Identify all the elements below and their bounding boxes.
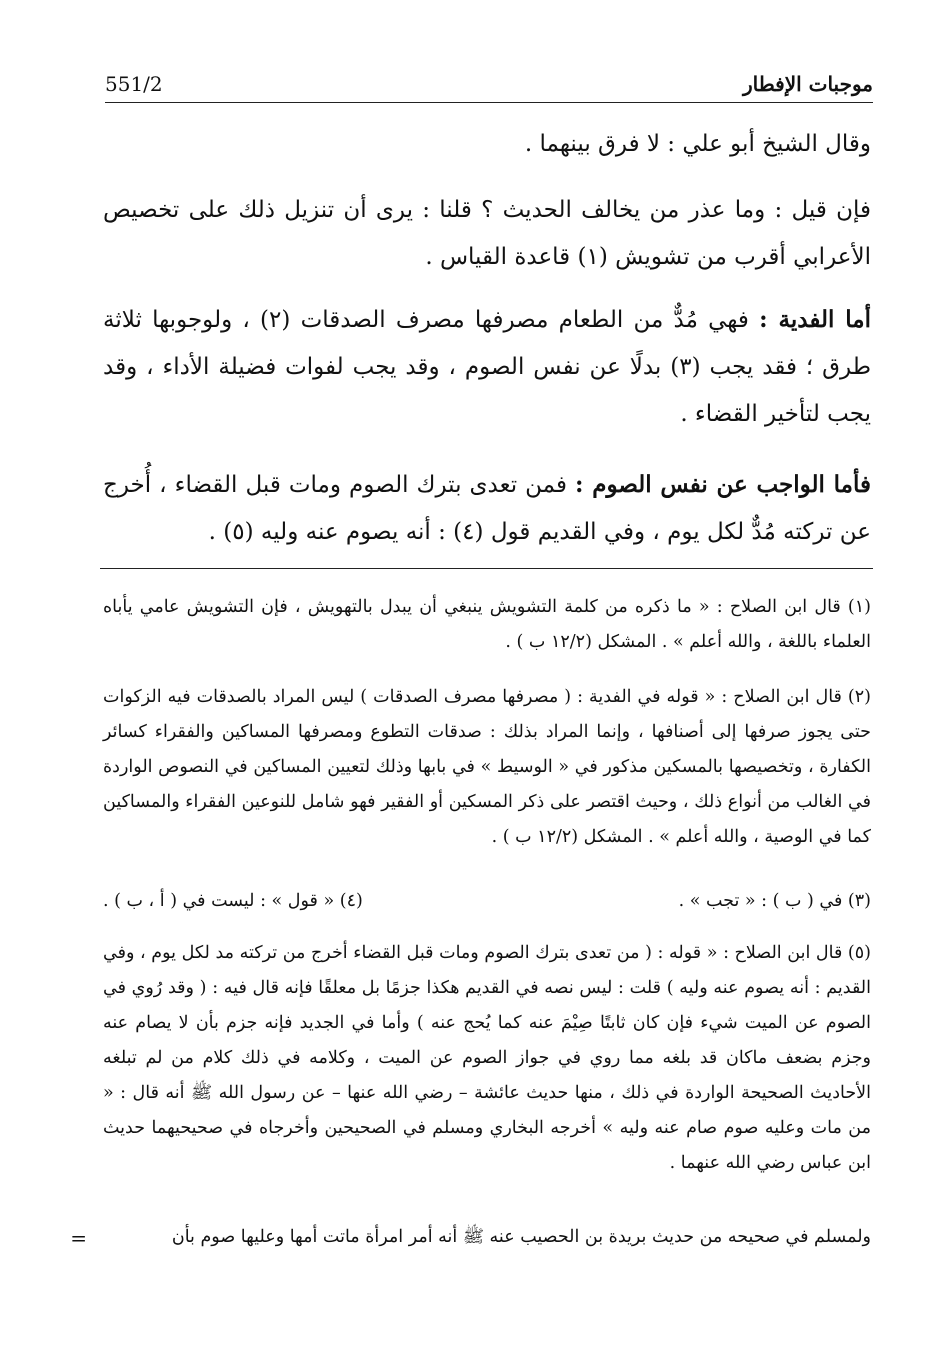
paragraph-1-text: وقال الشيخ أبو علي : لا فرق بينهما . (524, 131, 871, 157)
wajib-heading: فأما الواجب عن نفس الصوم : (574, 471, 872, 498)
continuation-mark: = (70, 1226, 87, 1250)
paragraph-2 (103, 187, 871, 281)
footnote-5 (103, 936, 871, 1181)
running-header (105, 68, 873, 103)
footnote-1-text: (١) قال ابن الصلاح : « ما ذكره من كلمة التشويش ينبغي أن يبدل بالتهويش ، فإن التشويش عامي يأباه العلماء باللغة ، والله أعلم » . المشكل (١٢/٢ ب ) . (103, 597, 871, 652)
paragraph-1 (103, 121, 871, 168)
footnote-3-text: (٣) في ( ب ) : « تجب » . (678, 891, 871, 911)
paragraph-4-text: فمن تعدى بترك الصوم ومات قبل القضاء ، أُخرج عن تركته مُدٌّ لكل يوم ، وفي القديم قول (٤) : أنه يصوم عنه وليه (٥) . (103, 472, 871, 545)
footnote-4-text: (٤) « قول » : ليست في ( أ ، ب ) . (103, 891, 363, 911)
paragraph-2-text: فإن قيل : وما عذر من يخالف الحديث ؟ قلنا : يرى أن تنزيل ذلك على تخصيص الأعرابي أقرب من تشويش (١) قاعدة القياس . (103, 197, 871, 270)
footnote-2 (103, 680, 871, 855)
footnote-5-text: (٥) قال ابن الصلاح : « قوله : ( من تعدى بترك الصوم ومات قبل القضاء أخرج من تركته مد لكل يوم ، وفي القديم : أنه يصوم عنه وليه ) قلت : ليس نصه في القديم هكذا جزمًا بل معلقًا فإنه قال فيه : ( وقد رُوي في الصوم عن الميت شيء فإن كان ثابتًا صِيْمَ عنه كما يُحج عنه ) وأما في الجديد فإنه جزم بأن لا يصام عنه وجزم بضعف ماكان قد بلغه مما روي في جواز الصوم عن الميت ، وكلامه في ذلك كلام من لم تبلغه الأحاديث الصحيحة الواردة في ذلك ، منها حديث عائشة – رضي الله عنها – عن رسول الله ﷺ أنه قال : « من مات وعليه صوم صام عنه وليه » أخرجه البخاري ومسلم في الصحيحين وأخرجاه في صحيحيهما حديث ابن عباس رضي الله عنهما . (103, 943, 871, 1173)
footnotes-3-4 (103, 884, 871, 919)
footnote-continuation-text: ولمسلم في صحيحه من حديث بريدة بن الحصيب عنه ﷺ أنه أمر امرأة ماتت أمها وعليها صوم بأن (171, 1227, 871, 1247)
fidya-heading: أما الفدية : (759, 306, 871, 333)
footnote-continuation (103, 1220, 871, 1255)
footnote-1 (103, 590, 871, 660)
page-number: 551/2 (105, 72, 169, 96)
paragraph-4 (103, 461, 871, 556)
chapter-title: موجبات الإفطار (737, 72, 873, 96)
paragraph-3 (103, 296, 871, 438)
footnote-separator (100, 568, 873, 569)
paragraph-3-text: فهي مُدٌّ من الطعام مصرفها مصرف الصدقات (٢) ، ولوجوبها ثلاثة طرق ؛ فقد يجب (٣) بدلًا عن نفس الصوم ، وقد يجب لفوات فضيلة الأداء ، وقد يجب لتأخير القضاء . (103, 307, 871, 427)
footnote-2-text: (٢) قال ابن الصلاح : « قوله في الفدية : ( مصرفها مصرف الصدقات ) ليس المراد بالصدقات فيه الزكوات حتى يجوز صرفها إلى أصنافها ، وإنما المراد بذلك : صدقات التطوع ومصرفها المساكين والفقراء كسائر الكفارة ، وتخصيصها بالمسكين مذكور في « الوسيط » في بابها وذلك لتعيين المساكين في النصوص الواردة في الغالب من أنواع ذلك ، وحيث اقتصر على ذكر المسكين أو الفقير فهو شامل للنوعين الفقراء والمساكين كما في الوصية ، والله أعلم » . المشكل (١٢/٢ ب ) . (103, 687, 871, 847)
